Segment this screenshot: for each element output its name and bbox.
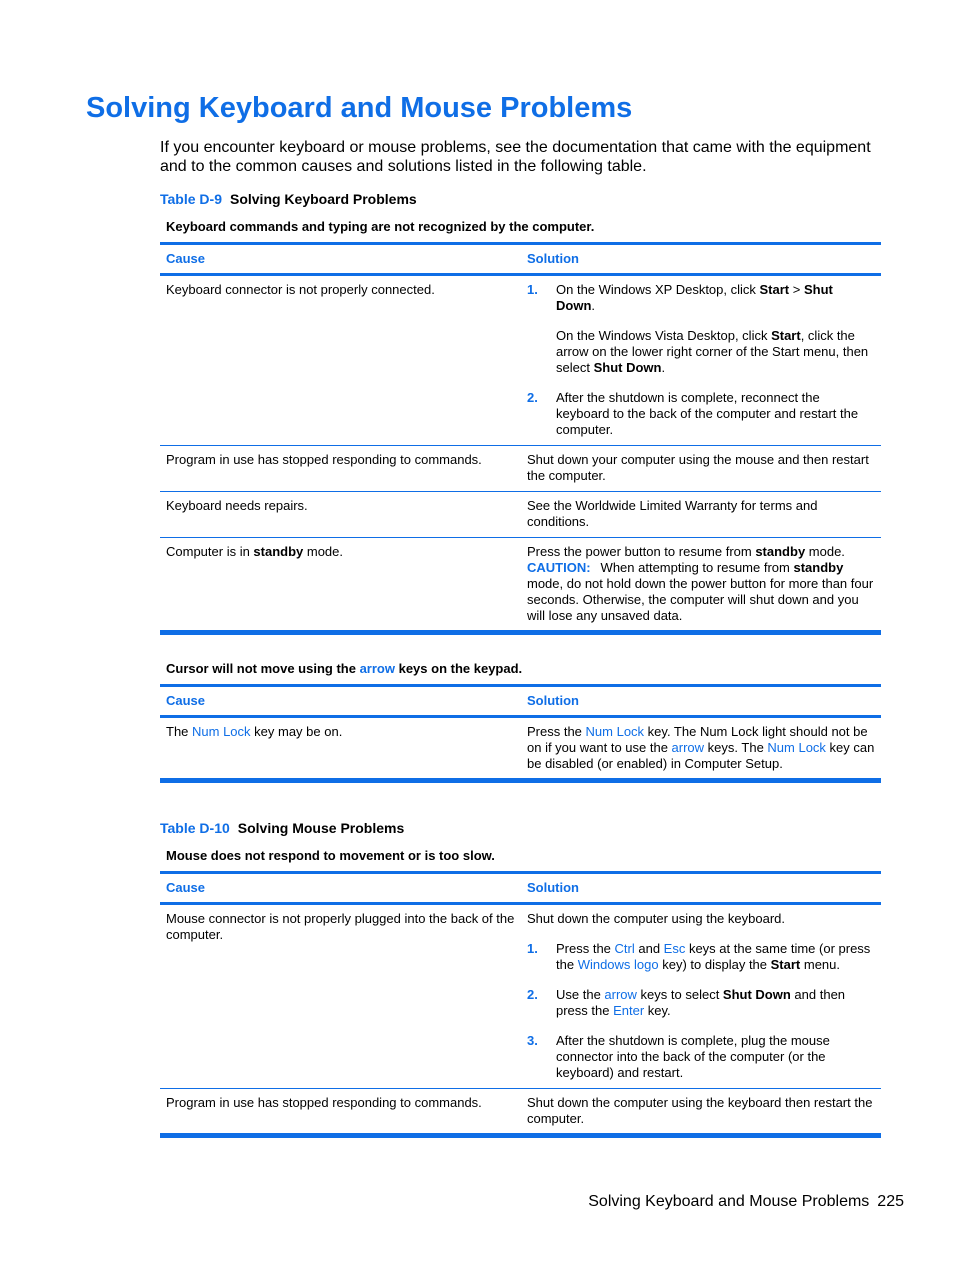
table-header: [160, 871, 881, 905]
solution-cell: Shut down the computer using the keyboard then restart the computer.: [527, 1095, 873, 1126]
cause-cell: Program in use has stopped responding to commands.: [166, 1095, 482, 1110]
page-number: 225: [877, 1193, 904, 1210]
cause-header: Cause: [166, 251, 206, 266]
step-number: 1.: [527, 941, 538, 956]
solution-cell: Press the power button to resume from standby mode. CAUTION: When attempting to resume from standby mode, do not hold down the power button for more than four seconds. Otherwise, the computer will shut down and you will lose any unsaved data.: [527, 544, 874, 623]
caution-note: CAUTION: When attempting to resume from standby mode, do not hold down the power button for more than four seconds. Otherwise, the computer will shut down and you will lose any unsaved data.: [527, 560, 874, 623]
cause-cell: Keyboard connector is not properly connected.: [166, 282, 435, 297]
table-d9-title: Solving Keyboard Problems: [229, 191, 417, 207]
intro-paragraph: If you encounter keyboard or mouse problems, see the documentation that came with the equipment and to the common causes and solutions listed in the following table.: [160, 139, 871, 175]
table-header: [160, 684, 881, 718]
solution-header: Solution: [527, 880, 579, 895]
cause-cell: Mouse connector is not properly plugged into the back of the computer.: [166, 911, 515, 942]
table-row: [160, 446, 881, 492]
solution-header: Solution: [527, 693, 579, 708]
step-text: After the shutdown is complete, reconnect the keyboard to the back of the computer and restart the computer.: [556, 390, 859, 437]
step-item: [527, 1033, 875, 1081]
cause-cell: Keyboard needs repairs.: [166, 498, 308, 513]
table-row: [160, 905, 881, 1089]
solution-cell: Shut down the computer using the keyboard. 1. Press the Ctrl and Esc keys at the same time (or press the Windows logo key) to display the Start menu. 2. Use the arrow keys to select Shut Down and then press the Enter key. 3. After the shutdown is complete, plug the mouse connector into the back of the computer (or the keyboard) and restart.: [521, 911, 881, 1081]
mouse-table: [160, 848, 881, 1138]
step-item: [527, 390, 875, 438]
cause-cell: The Num Lock key may be on.: [166, 724, 343, 739]
step-text: After the shutdown is complete, plug the mouse connector into the back of the computer (or the keyboard) and restart.: [556, 1033, 830, 1080]
table-row: [160, 718, 881, 783]
table-d10-title: Solving Mouse Problems: [237, 820, 405, 836]
solution-cell: Shut down your computer using the mouse and then restart the computer.: [527, 452, 869, 483]
table-d9-number: Table D-9: [160, 191, 222, 207]
solution-cell: See the Worldwide Limited Warranty for terms and conditions.: [527, 498, 818, 529]
cause-header: Cause: [166, 880, 206, 895]
table-header: [160, 242, 881, 276]
table-row: [160, 1089, 881, 1138]
cursor-table: [160, 661, 881, 783]
page-heading: Solving Keyboard and Mouse Problems: [86, 92, 633, 124]
footer-title: Solving Keyboard and Mouse Problems: [588, 1193, 870, 1210]
step-number: 2.: [527, 390, 538, 405]
caution-label: CAUTION:: [527, 560, 591, 575]
table-d10-caption: [160, 819, 404, 837]
page-footer: [588, 1192, 904, 1212]
step-number: 3.: [527, 1033, 538, 1048]
step-number: 2.: [527, 987, 538, 1002]
cause-cell: Program in use has stopped responding to commands.: [166, 452, 482, 467]
table-d9-caption: [160, 190, 417, 208]
solution-cell: Press the Num Lock key. The Num Lock light should not be on if you want to use the arrow keys. The Num Lock key can be disabled (or enabled) in Computer Setup.: [527, 724, 875, 771]
cursor-table-title: Cursor will not move using the arrow keys on the keypad.: [166, 661, 523, 676]
table-d10-number: Table D-10: [160, 820, 230, 836]
cause-header: Cause: [166, 693, 206, 708]
step-text: Use the arrow keys to select Shut Down and then press the Enter key.: [556, 987, 846, 1018]
keyboard-table: [160, 219, 881, 635]
keyboard-table-title: Keyboard commands and typing are not recognized by the computer.: [166, 219, 595, 234]
table-row: [160, 492, 881, 538]
step-item: [527, 282, 875, 376]
cause-cell: Computer is in standby mode.: [166, 544, 344, 559]
step-number: 1.: [527, 282, 538, 297]
table-row: [160, 538, 881, 635]
step-item: [527, 987, 875, 1019]
mouse-table-title: Mouse does not respond to movement or is too slow.: [166, 848, 495, 863]
solution-header: Solution: [527, 251, 579, 266]
step-text: Press the Ctrl and Esc keys at the same time (or press the Windows logo key) to display the Start menu.: [556, 941, 871, 972]
table-row: [160, 276, 881, 446]
solution-cell: [521, 282, 881, 438]
step-text: On the Windows XP Desktop, click Start > Shut Down. On the Windows Vista Desktop, click Start, click the arrow on the lower right corner of the Start menu, then select Shut Down.: [556, 282, 869, 375]
step-item: [527, 941, 875, 973]
